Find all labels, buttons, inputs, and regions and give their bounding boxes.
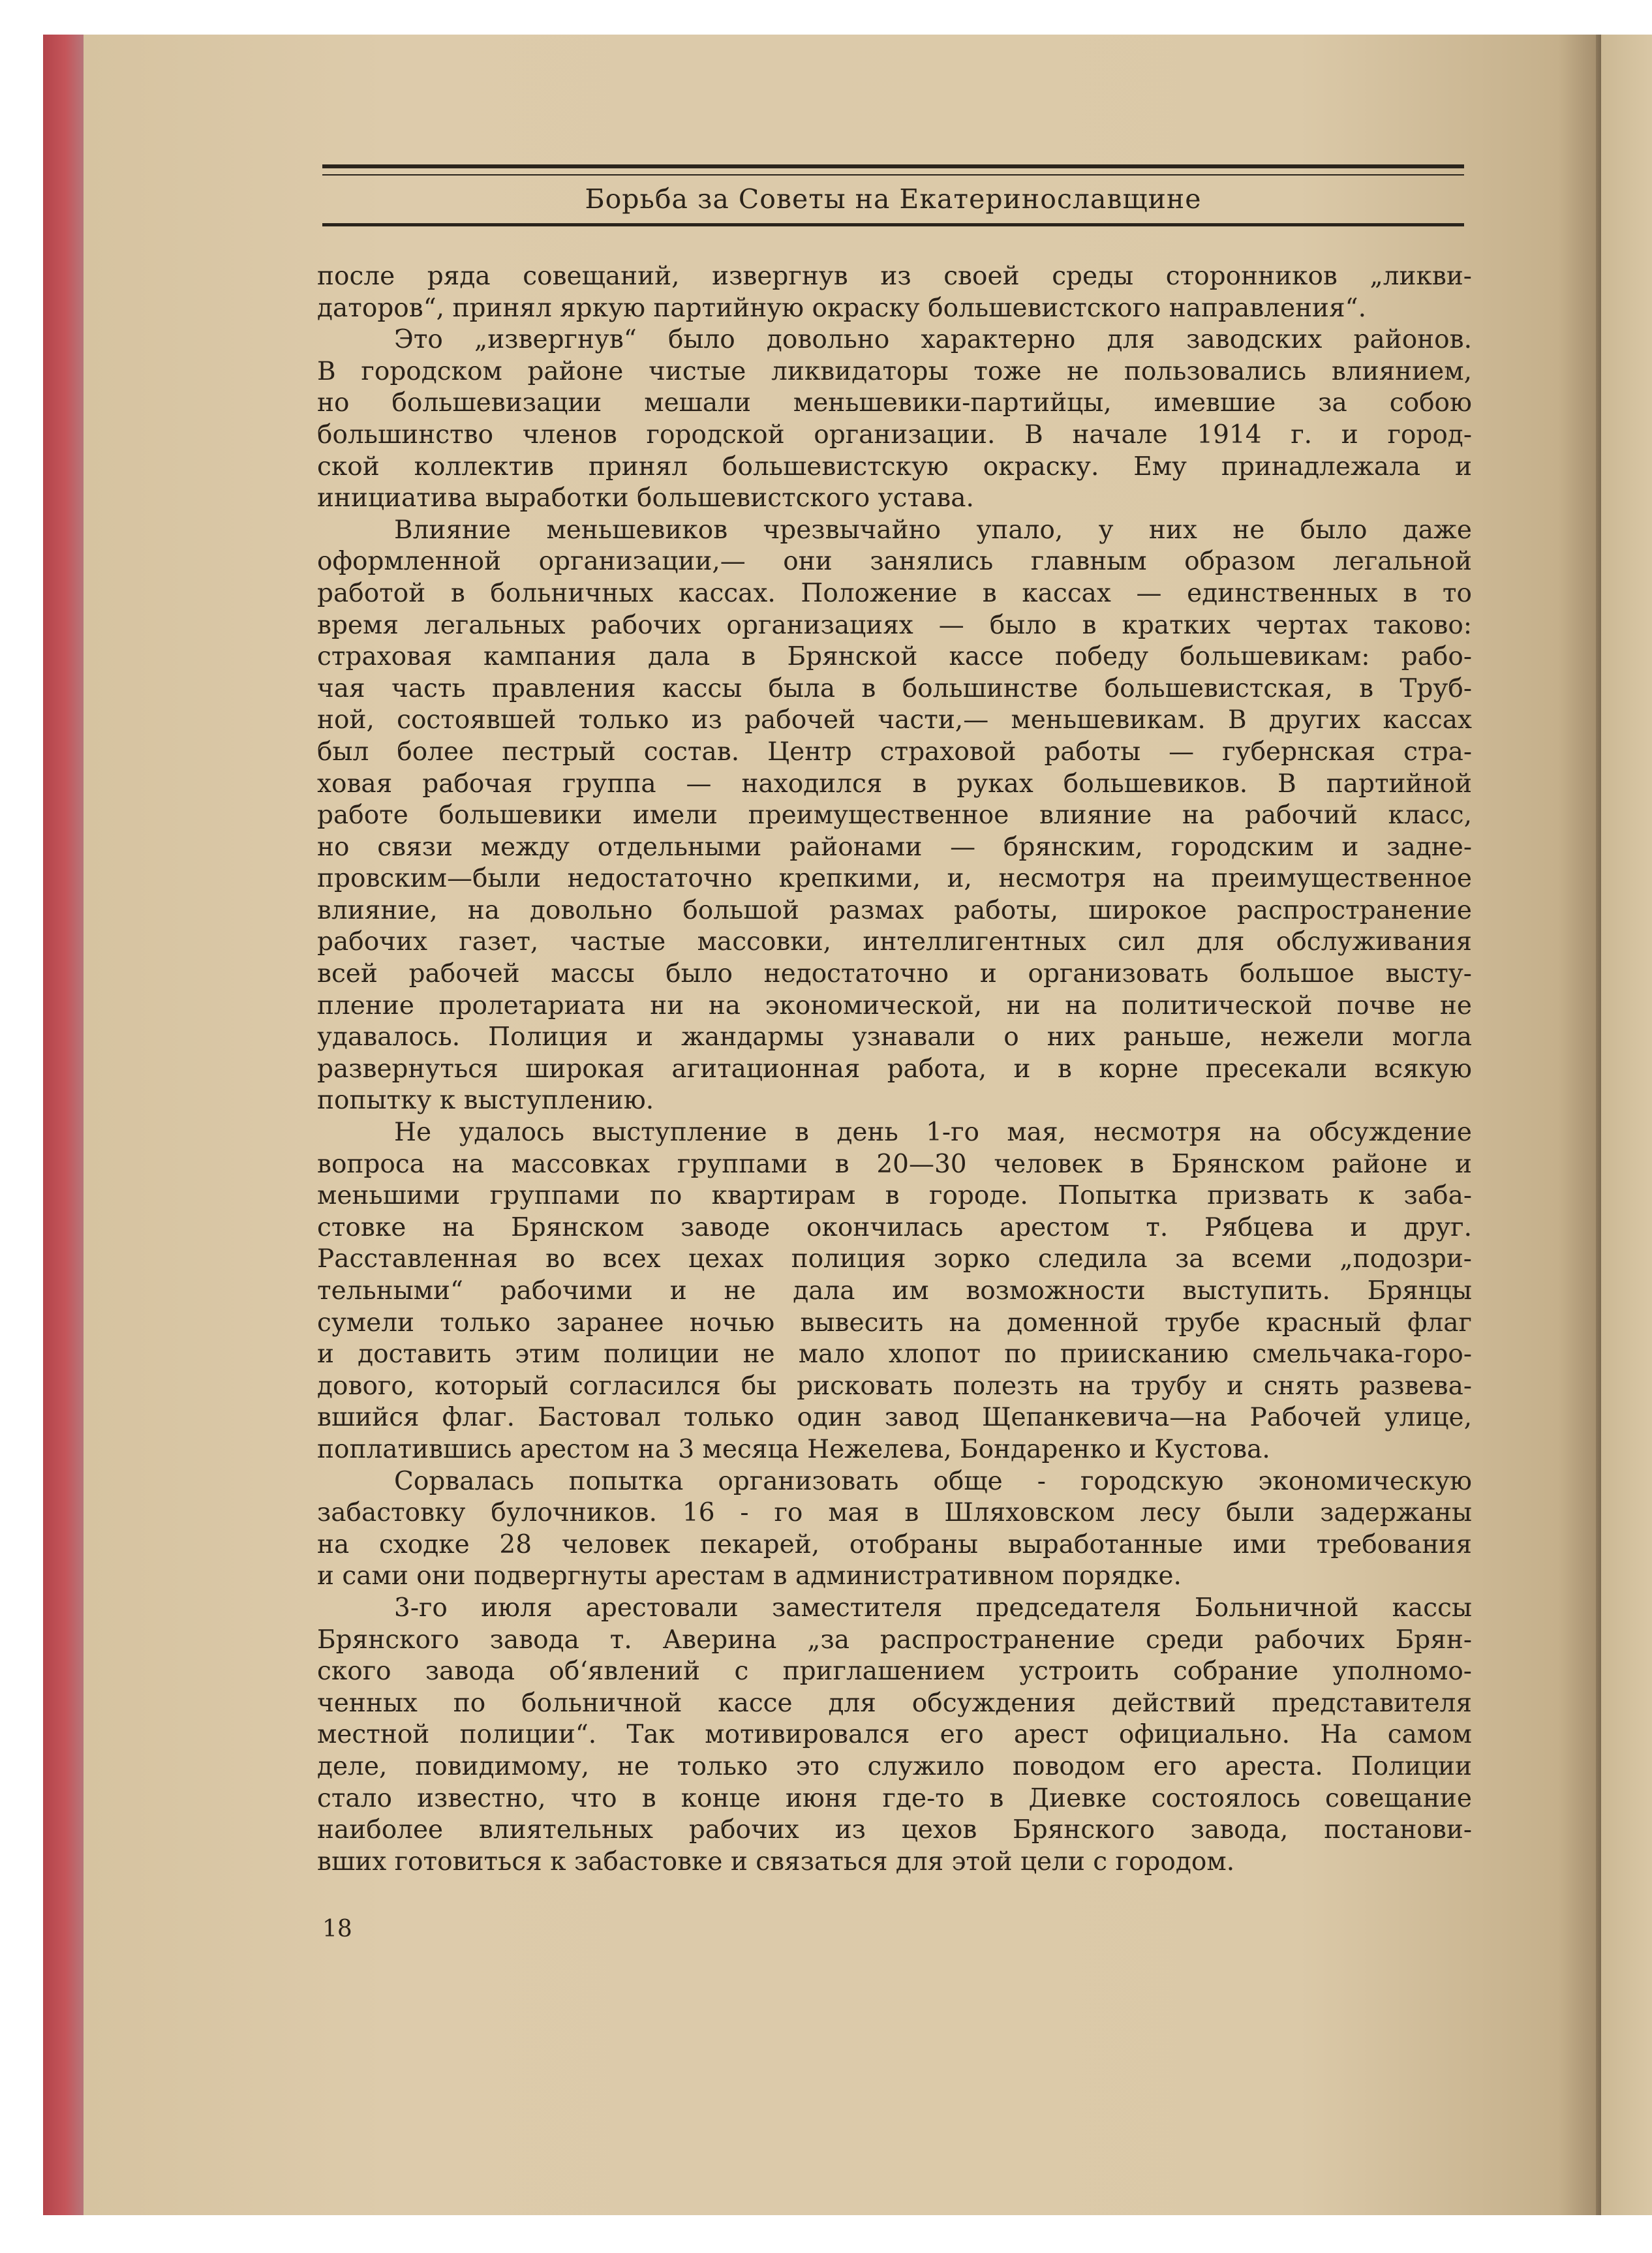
text-line: Влияние меньшевиков чрезвычайно упало, у них не было даже xyxy=(394,515,1472,545)
text-line: влияние, на довольно большой размах работы, широкое распространение xyxy=(317,895,1472,925)
text-line: попытку к выступлению. xyxy=(317,1086,654,1116)
running-head: Борьба за Советы на Екатеринославщине xyxy=(585,183,1202,215)
text-line: ченных по больничной кассе для обсуждения действий представителя xyxy=(317,1688,1472,1718)
text-line: Расставленная во всех цехах полиция зорко следила за всеми „подозри- xyxy=(317,1244,1472,1274)
header-rule-thick xyxy=(322,164,1464,168)
text-line: ной, состоявшей только из рабочей части,— меньшевикам. В других кассах xyxy=(317,705,1472,735)
text-line: большинство членов городской организации. В начале 1914 г. и город- xyxy=(317,420,1472,450)
text-line: и сами они подвергнуты арестам в административном порядке. xyxy=(317,1561,1182,1591)
text-line: провским—были недостаточно крепкими, и, несмотря на преимущественное xyxy=(317,864,1472,894)
text-line: удавалось. Полиция и жандармы узнавали о них раньше, нежели могла xyxy=(317,1022,1472,1052)
text-line: время легальных рабочих организациях — было в кратких чертах таково: xyxy=(317,610,1472,640)
text-line: но большевизации мешали меньшевики-партийцы, имевшие за собою xyxy=(317,388,1472,418)
book-cover-edge xyxy=(43,35,84,2215)
text-line: на сходке 28 человек пекарей, отобраны выработанные ими требования xyxy=(317,1529,1472,1559)
page-number: 18 xyxy=(322,1916,352,1942)
text-line: Не удалось выступление в день 1-го мая, несмотря на обсуждение xyxy=(394,1118,1472,1148)
header-rule-thin xyxy=(322,174,1464,176)
text-line: работой в больничных кассах. Положение в кассах — единственных в то xyxy=(317,578,1472,608)
text-line: оформленной организации,— они занялись главным образом легальной xyxy=(317,547,1472,577)
text-line: дового, который согласился бы рисковать полезть на трубу и снять развева- xyxy=(317,1371,1472,1401)
text-line: сумели только заранее ночью вывесить на доменной трубе красный флаг xyxy=(317,1308,1472,1338)
text-line: забастовку булочников. 16 - го мая в Шляховском лесу были задержаны xyxy=(317,1498,1472,1528)
text-line: поплатившись арестом на 3 месяца Нежелева, Бондаренко и Кустова. xyxy=(317,1434,1270,1464)
text-line: развернуться широкая агитационная работа, и в корне пресекали всякую xyxy=(317,1054,1472,1084)
text-line: и доставить этим полиции не мало хлопот по приисканию смельчака-горо- xyxy=(317,1340,1472,1370)
text-line: местной полиции“. Так мотивировался его арест официально. На самом xyxy=(317,1720,1472,1750)
text-line: работе большевики имели преимущественное влияние на рабочий класс, xyxy=(317,801,1472,831)
text-line: ского завода об‘явлений с приглашением устроить собрание уполномо- xyxy=(317,1657,1472,1687)
text-line: рабочих газет, частые массовки, интеллигентных сил для обслуживания xyxy=(317,927,1472,957)
facing-page-edge xyxy=(1601,35,1652,2215)
text-line: но связи между отдельными районами — брянским, городским и задне- xyxy=(317,832,1472,862)
text-line: Это „извергнув“ было довольно характерно для заводских районов. xyxy=(394,325,1472,355)
text-line: деле, повидимому, не только это служило поводом его ареста. Полиции xyxy=(317,1751,1472,1781)
text-line: вших готовиться к забастовке и связаться для этой цели с городом. xyxy=(317,1847,1235,1877)
text-line: наиболее влиятельных рабочих из цехов Брянского завода, постанови- xyxy=(317,1815,1472,1845)
text-line: Брянского завода т. Аверина „за распространение среди рабочих Брян- xyxy=(317,1625,1472,1655)
text-line: меньшими группами по квартирам в городе. Попытка призвать к заба- xyxy=(317,1181,1472,1211)
text-line: был более пестрый состав. Центр страховой работы — губернская стра- xyxy=(317,737,1472,767)
text-line: Сорвалась попытка организовать обще - городскую экономическую xyxy=(394,1466,1472,1496)
text-line: после ряда совещаний, извергнув из своей среды сторонников „ликви- xyxy=(317,262,1472,291)
text-line: даторов“, принял яркую партийную окраску большевистского направления“. xyxy=(317,293,1366,323)
text-line: 3-го июля арестовали заместителя председателя Больничной кассы xyxy=(394,1593,1472,1623)
header-rule-bottom xyxy=(322,223,1464,226)
text-line: ховая рабочая группа — находился в руках большевиков. В партийной xyxy=(317,769,1472,799)
text-line: чая часть правления кассы была в большинстве большевистская, в Труб- xyxy=(317,673,1472,703)
text-line: тельными“ рабочими и не дала им возможности выступить. Брянцы xyxy=(317,1276,1472,1306)
text-line: всей рабочей массы было недостаточно и организовать большое высту- xyxy=(317,959,1472,989)
text-line: ской коллектив принял большевистскую окраску. Ему принадлежала и xyxy=(317,452,1472,482)
text-line: вопроса на массовках группами в 20—30 человек в Брянском районе и xyxy=(317,1149,1472,1179)
text-line: инициатива выработки большевистского устава. xyxy=(317,483,974,513)
text-line: стовке на Брянском заводе окончилась арестом т. Рябцева и друг. xyxy=(317,1212,1472,1242)
text-line: вшийся флаг. Бастовал только один завод Щепанкевича—на Рабочей улице, xyxy=(317,1403,1472,1433)
text-line: пление пролетариата ни на экономической, ни на политической почве не xyxy=(317,990,1472,1020)
text-line: страховая кампания дала в Брянской кассе победу большевикам: рабо- xyxy=(317,642,1472,672)
text-line: стало известно, что в конце июня где-то в Диевке состоялось совещание xyxy=(317,1783,1472,1813)
text-line: В городском районе чистые ликвидаторы тоже не пользовались влиянием, xyxy=(317,356,1472,386)
body-text xyxy=(317,261,1472,1878)
